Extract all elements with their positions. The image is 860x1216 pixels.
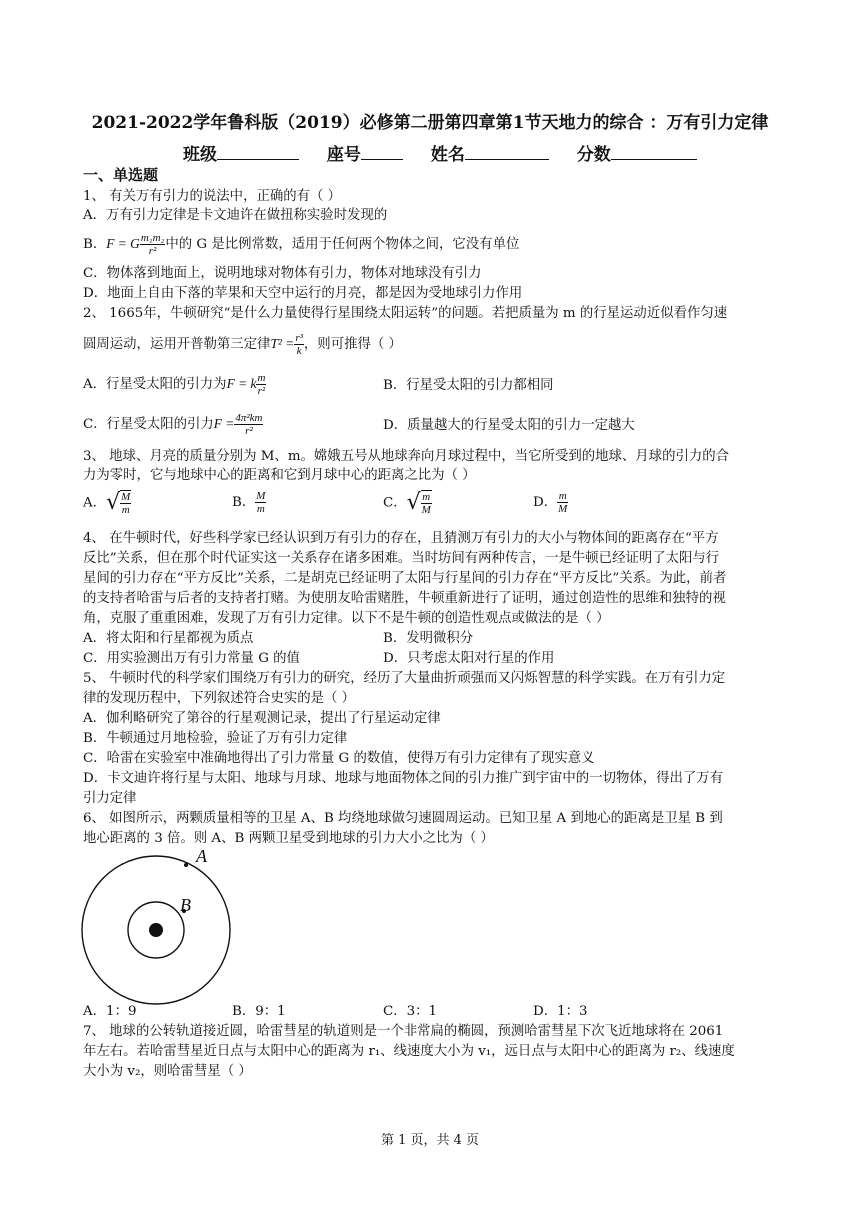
q6-option-d: D．1：3 <box>533 1004 588 1019</box>
score-label: 分数 <box>576 145 611 165</box>
page-footer: 第 1 页，共 4 页 <box>380 1133 480 1148</box>
name-label: 姓名 <box>430 145 465 165</box>
q5-line2: 律的发现历程中，下列叙述符合史实的是（ ） <box>83 691 356 706</box>
label-satellite-a: A <box>196 848 207 866</box>
q6-option-b: B．9：1 <box>232 1004 286 1019</box>
q6-option-c: C．3：1 <box>383 1004 438 1019</box>
q6-line1: 6、 如图所示，两颗质量相等的卫星 A、B 均绕地球做匀速圆周运动。已知卫星 A 到地心的距离是卫星 B 到 <box>83 811 723 826</box>
q3-c-fraction <box>421 491 432 516</box>
q1-b-formula-lhs: F = G <box>106 236 140 251</box>
q4-line1: 4、 在牛顿时代，好些科学家已经认识到万有引力的存在，且猜测万有引力的大小与物体间的距离存在“平方 <box>83 531 719 546</box>
q2-option-d: D．质量越大的行星受太阳的引力一定越大 <box>383 418 635 433</box>
class-label: 班级 <box>183 145 217 165</box>
q3-c-numerator: m <box>422 491 431 503</box>
q6-line2: 地心距离的 3 倍。则 A、B 两颗卫星受到地球的引力大小之比为（ ） <box>83 831 494 846</box>
class-blank <box>217 143 299 160</box>
q1-b-text: 中的 G 是比例常数，适用于任何两个物体之间，它没有单位 <box>165 237 520 252</box>
q3-option-c <box>383 490 432 516</box>
student-info-line <box>183 140 719 165</box>
q5-option-b: B．牛顿通过月地检验，验证了万有引力定律 <box>83 731 348 746</box>
q4-option-c: C．用实验测出万有引力常量 G 的值 <box>83 651 300 666</box>
label-satellite-b: B <box>180 895 191 915</box>
q3-d-fraction <box>557 490 568 515</box>
q2-option-c <box>83 412 263 437</box>
q5-line1: 5、 牛顿时代的科学家们围绕万有引力的研究，经历了大量曲折顽强而又闪烁智慧的科学实践。在万有引力定 <box>83 671 726 686</box>
q1-option-d: D．地面上自由下落的苹果和天空中运行的月亮，都是因为受地球引力作用 <box>83 286 523 301</box>
q5-option-d-line2: 引力定律 <box>83 791 137 806</box>
q3-b-label: B． <box>232 495 256 510</box>
q3-a-numerator: M <box>121 491 131 503</box>
q2-c-numerator: 4π²km <box>235 412 263 424</box>
q2-stem-lhs: T² = <box>270 336 295 351</box>
q3-a-label: A． <box>83 495 107 511</box>
q2-a-fraction <box>256 372 266 397</box>
satellite-a-dot <box>184 863 188 867</box>
q2-a-denominator: r² <box>257 385 266 397</box>
q4-line3: 星间的引力存在“平方反比”关系，二是胡克已经证明了太阳与行星间的引力存在“平方反比”关系。为此，前者 <box>83 571 727 586</box>
q3-d-label: D． <box>533 495 558 510</box>
q4-line4: 的支持者哈雷与后者的支持者打赌。为使朋友哈雷赌胜，牛顿重新进行了证明，通过创造性的思维和独特的视 <box>83 591 726 606</box>
q4-line5: 角，克服了重重困难，发现了万有引力定律。以下不是牛顿的创造性观点或做法的是（ ） <box>83 611 610 626</box>
q5-option-c: C．哈雷在实验室中准确地得出了引力常量 G 的数值，使得万有引力定律有了现实意义 <box>83 751 595 766</box>
q3-a-fraction <box>120 491 131 516</box>
q2-stem-line2 <box>83 332 402 357</box>
q2-stem-numerator: r³ <box>295 332 303 344</box>
q1-stem: 1、 有关万有引力的说法中，正确的有（ ） <box>83 189 342 204</box>
q3-stem-line1: 3、 地球、月亮的质量分别为 M、m。嫦娥五号从地球奔向月球过程中，当它所受到的地球、月球的引力的合 <box>83 449 730 464</box>
name-blank <box>465 143 549 160</box>
q1-option-c: C．物体落到地面上，说明地球对物体有引力，物体对地球没有引力 <box>83 266 482 281</box>
q2-stem-post: ，则可推得（ ） <box>303 337 402 352</box>
q2-option-b: B．行星受太阳的引力都相同 <box>383 378 554 393</box>
page-title: 2021-2022学年鲁科版（2019）必修第二册第四章第1节天地力的综合 ：万有引力定律 <box>91 113 769 133</box>
q2-stem-fraction <box>294 332 304 357</box>
score-blank <box>611 143 697 160</box>
q1-b-numerator: m₁m₂ <box>140 232 165 244</box>
q1-option-a: A．万有引力定律是卡文迪许在做扭称实验时发现的 <box>83 208 388 223</box>
q2-stem-denominator: k <box>296 345 302 357</box>
q5-option-a: A．伽利略研究了第谷的行星观测记录，提出了行星运动定律 <box>83 711 441 726</box>
q3-b-denominator: m <box>256 503 265 515</box>
q7-line2: 年左右。若哈雷彗星近日点与太阳中心的距离为 r₁、线速度大小为 v₁，远日点与太阳中心的距离为 r₂、线速度 <box>83 1044 735 1059</box>
q3-stem-line2: 力为零时，它与地球中心的距离和它到月球中心的距离之比为（ ） <box>83 468 476 483</box>
satellite-orbit-diagram <box>80 848 260 1008</box>
q3-c-sqrt: √ $\frac{m}{M}$ <box>406 490 431 516</box>
earth-dot <box>149 923 163 937</box>
q2-stem-line1: 2、 1665年，牛顿研究“是什么力量使得行星围绕太阳运转”的问题。若把质量为 m 的行星运动近似看作匀速 <box>83 306 728 321</box>
q2-c-lhs: F = <box>213 416 235 431</box>
q3-a-sqrt: √ $\frac{M}{m}$ <box>106 490 131 516</box>
q1-b-label: B． <box>83 237 107 252</box>
q4-option-d: D．只考虑太阳对行星的作用 <box>383 651 555 666</box>
q3-option-a <box>83 490 131 516</box>
q2-stem-pre: 圆周运动，运用开普勒第三定律 <box>83 337 271 352</box>
q5-option-d-line1: D．卡文迪许将行星与太阳、地球与月球、地球与地面物体之间的引力推广到宇宙中的一切物体，得出了万有 <box>83 771 724 786</box>
seat-blank <box>361 143 403 160</box>
q3-c-label: C． <box>383 495 407 511</box>
q3-b-numerator: M <box>256 490 266 502</box>
q2-a-text: A．行星受太阳的引力为 <box>83 377 227 392</box>
q3-option-b <box>232 490 266 515</box>
q2-a-numerator: m <box>257 372 266 384</box>
q3-option-d <box>533 490 568 515</box>
q3-d-numerator: m <box>558 490 567 502</box>
q4-line2: 反比”关系，但在那个时代证实这一关系存在诸多困难。当时坊间有两种传言，一是牛顿已经证明了太阳与行 <box>83 551 720 566</box>
q3-c-denominator: M <box>421 504 431 516</box>
q6-option-a: A．1：9 <box>83 1004 137 1019</box>
q2-option-a <box>83 372 266 397</box>
q3-d-denominator: M <box>558 503 568 515</box>
section-title: 一、单选题 <box>83 166 159 184</box>
q7-line1: 7、 地球的公转轨道接近圆，哈雷彗星的轨道则是一个非常扁的椭圆，预测哈雷彗星下次飞近地球将在 2061 <box>83 1024 724 1039</box>
q1-b-denominator: r² <box>148 245 157 257</box>
seat-label: 座号 <box>326 145 361 165</box>
q7-line3: 大小为 v₂，则哈雷彗星（ ） <box>83 1064 252 1079</box>
q4-option-b: B．发明微积分 <box>383 631 474 646</box>
q1-option-b <box>83 232 519 257</box>
q2-c-denominator: r² <box>245 425 253 437</box>
q2-a-lhs: F = k <box>226 376 257 391</box>
q3-b-fraction <box>255 490 266 515</box>
q2-c-text: C．行星受太阳的引力 <box>83 417 214 432</box>
q4-option-a: A．将太阳和行星都视为质点 <box>83 631 254 646</box>
q2-c-fraction <box>234 412 263 437</box>
q3-a-denominator: m <box>121 504 130 516</box>
q1-b-fraction <box>140 232 166 257</box>
